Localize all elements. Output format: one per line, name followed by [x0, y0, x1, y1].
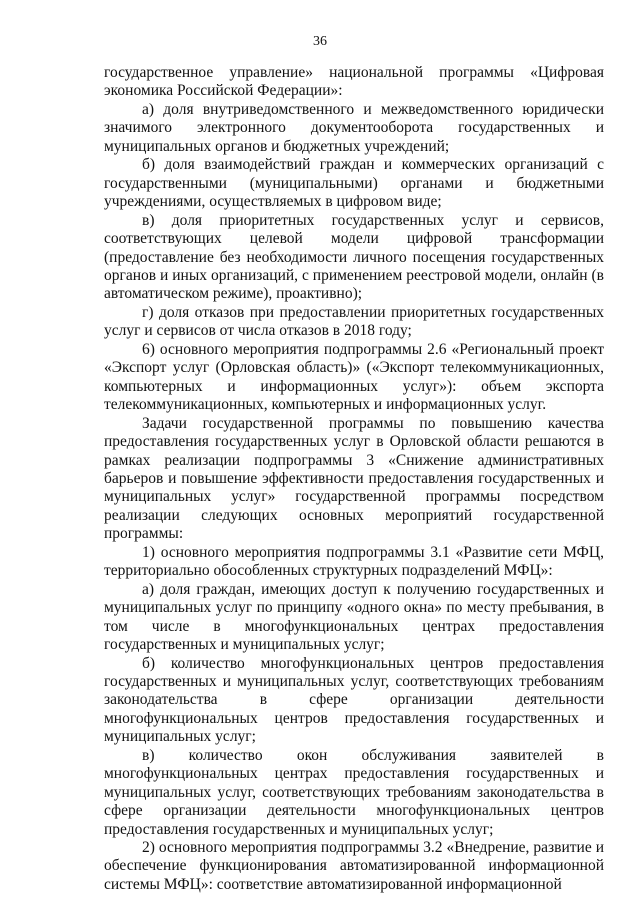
paragraph: б) доля взаимодействий граждан и коммерческих организаций с государственными (муниципальными) органами и бюджетными учреждениями, осуществляемых в цифровом виде; [104, 156, 604, 211]
paragraph: государственное управление» национальной программы «Цифровая экономика Российской Федерации»: [104, 64, 604, 100]
paragraph: в) доля приоритетных государственных услуг и сервисов, соответствующих целевой модели цифровой трансформации (предоставление без необходимости личного посещения государственных органов и иных организаций, с применением реестровой модели, онлайн (в автоматическом режиме), проактивно); [104, 211, 604, 303]
paragraph: 1) основного мероприятия подпрограммы 3.1 «Развитие сети МФЦ, территориально обособленных структурных подразделений МФЦ»: [104, 543, 604, 580]
document-body [104, 64, 604, 894]
paragraph: 6) основного мероприятия подпрограммы 2.6 «Региональный проект «Экспорт услуг (Орловская область)» («Экспорт телекоммуникационных, компьютерных и информационных услуг»): объем экспорта телекоммуникационных, компьютерных и информационных услуг. [104, 340, 604, 414]
paragraph: 2) основного мероприятия подпрограммы 3.2 «Внедрение, развитие и обеспечение функционирования автоматизированной информационной системы МФЦ»: соответствие автоматизированной информационной [104, 839, 604, 893]
paragraph: в) количество окон обслуживания заявителей в многофункциональных центрах предоставления государственных и муниципальных услуг, соответствующих требованиям законодательства в сфере организации деятельности многофункциональных центров предоставления государственных и муниципальных услуг; [104, 746, 604, 838]
paragraph: а) доля граждан, имеющих доступ к получению государственных и муниципальных услуг по принципу «одного окна» по месту пребывания, в том числе в многофункциональных центрах предоставления государственных и муниципальных услуг; [104, 580, 604, 654]
paragraph: б) количество многофункциональных центров предоставления государственных и муниципальных услуг, соответствующих требованиям законодательства в сфере организации деятельности многофункциональных центров предоставления государственных и муниципальных услуг; [104, 654, 604, 746]
page-number: 36 [313, 34, 327, 49]
paragraph: а) доля внутриведомственного и межведомственного юридически значимого электронного документооборота государственных и муниципальных органов и бюджетных учреждений; [104, 100, 604, 155]
paragraph: Задачи государственной программы по повышению качества предоставления государственных услуг в Орловской области решаются в рамках реализации подпрограммы 3 «Снижение административных барьеров и повышение эффективности предоставления государственных и муниципальных услуг» государственной программы посредством реализации следующих основных мероприятий государственной программы: [104, 414, 604, 543]
paragraph: г) доля отказов при предоставлении приоритетных государственных услуг и сервисов от числа отказов в 2018 году; [104, 303, 604, 340]
